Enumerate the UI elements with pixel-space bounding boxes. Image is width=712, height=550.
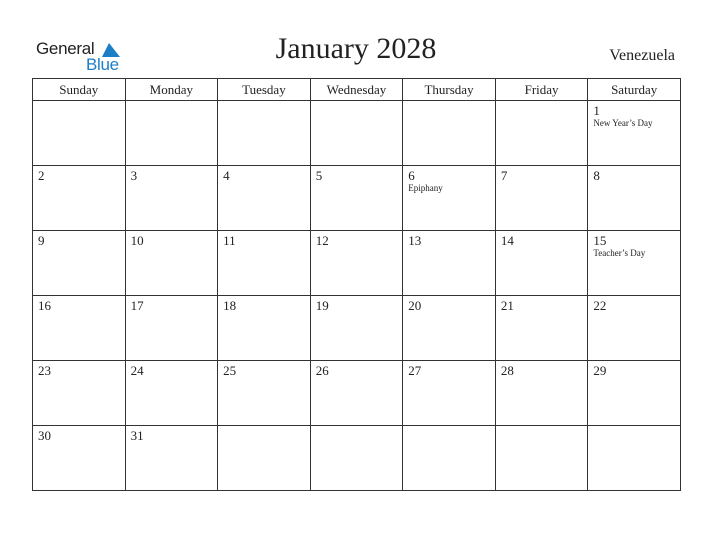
day-cell — [33, 101, 126, 166]
day-number: 16 — [38, 298, 51, 313]
week-row — [33, 426, 681, 491]
day-cell — [310, 361, 403, 426]
calendar-grid — [32, 78, 681, 491]
week-row — [33, 231, 681, 296]
day-cell — [33, 166, 126, 231]
day-number: 23 — [38, 363, 51, 378]
day-cell — [33, 426, 126, 491]
weekday-header: Friday — [495, 79, 588, 101]
day-number: 4 — [223, 168, 230, 183]
day-number: 28 — [500, 363, 514, 378]
logo-word-general: General — [36, 39, 95, 58]
day-cell — [125, 361, 218, 426]
day-cell — [495, 101, 588, 166]
weekday-header: Saturday — [588, 79, 681, 101]
day-cell — [588, 101, 681, 166]
day-cell — [125, 101, 218, 166]
day-number: 30 — [38, 428, 51, 443]
day-cell — [588, 361, 681, 426]
day-cell — [125, 166, 218, 231]
calendar-body — [33, 101, 681, 491]
calendar-title: January 2028 — [275, 32, 437, 65]
day-cell — [310, 426, 403, 491]
day-cell — [588, 166, 681, 231]
day-cell — [495, 361, 588, 426]
country-label: Venezuela — [609, 47, 675, 64]
day-cell — [403, 101, 496, 166]
day-cell — [403, 361, 496, 426]
day-cell — [403, 231, 496, 296]
day-number: 19 — [315, 298, 329, 313]
weekday-header: Wednesday — [310, 79, 403, 101]
day-number: 21 — [500, 298, 514, 313]
day-cell — [125, 296, 218, 361]
week-row — [33, 296, 681, 361]
day-number: 15 — [593, 233, 607, 248]
holiday-label: Teacher’s Day — [593, 248, 646, 258]
day-number: 14 — [500, 233, 514, 248]
day-cell — [588, 296, 681, 361]
day-number: 6 — [408, 168, 415, 183]
day-cell — [218, 361, 311, 426]
day-number: 5 — [315, 168, 323, 183]
day-cell — [33, 361, 126, 426]
day-cell — [218, 166, 311, 231]
day-number: 17 — [130, 298, 144, 313]
day-number: 7 — [500, 168, 508, 183]
day-number: 20 — [408, 298, 422, 313]
day-number: 25 — [223, 363, 237, 378]
day-cell — [218, 426, 311, 491]
day-number: 8 — [593, 168, 600, 183]
day-cell — [218, 296, 311, 361]
day-number: 12 — [315, 233, 329, 248]
weekday-header: Thursday — [403, 79, 496, 101]
day-number: 2 — [38, 168, 45, 183]
day-cell — [310, 231, 403, 296]
day-number: 31 — [130, 428, 144, 443]
day-cell — [495, 166, 588, 231]
day-number: 9 — [38, 233, 45, 248]
day-cell — [588, 426, 681, 491]
day-number: 11 — [223, 233, 236, 248]
day-cell — [495, 426, 588, 491]
day-number: 10 — [130, 233, 144, 248]
day-cell — [218, 101, 311, 166]
day-number: 26 — [315, 363, 329, 378]
week-row — [33, 361, 681, 426]
day-number: 27 — [408, 363, 422, 378]
day-cell — [310, 101, 403, 166]
day-number: 18 — [223, 298, 237, 313]
day-cell — [310, 296, 403, 361]
weekday-header-row — [33, 79, 681, 101]
day-number: 3 — [130, 168, 138, 183]
week-row — [33, 101, 681, 166]
day-cell — [125, 426, 218, 491]
day-cell — [588, 231, 681, 296]
weekday-header: Sunday — [33, 79, 126, 101]
day-cell — [125, 231, 218, 296]
day-cell — [33, 231, 126, 296]
day-cell — [310, 166, 403, 231]
weekday-header: Tuesday — [218, 79, 311, 101]
week-row — [33, 166, 681, 231]
logo-word-blue: Blue — [86, 55, 119, 74]
day-cell — [403, 296, 496, 361]
day-cell — [403, 166, 496, 231]
day-cell — [218, 231, 311, 296]
day-number: 1 — [593, 103, 600, 118]
day-number: 13 — [408, 233, 422, 248]
day-number: 29 — [593, 363, 607, 378]
day-cell — [403, 426, 496, 491]
day-cell — [495, 231, 588, 296]
day-cell — [33, 296, 126, 361]
day-cell — [495, 296, 588, 361]
weekday-header: Monday — [125, 79, 218, 101]
holiday-label: New Year’s Day — [593, 118, 653, 128]
holiday-label: Epiphany — [408, 183, 443, 193]
day-number: 24 — [130, 363, 144, 378]
day-number: 22 — [593, 298, 607, 313]
